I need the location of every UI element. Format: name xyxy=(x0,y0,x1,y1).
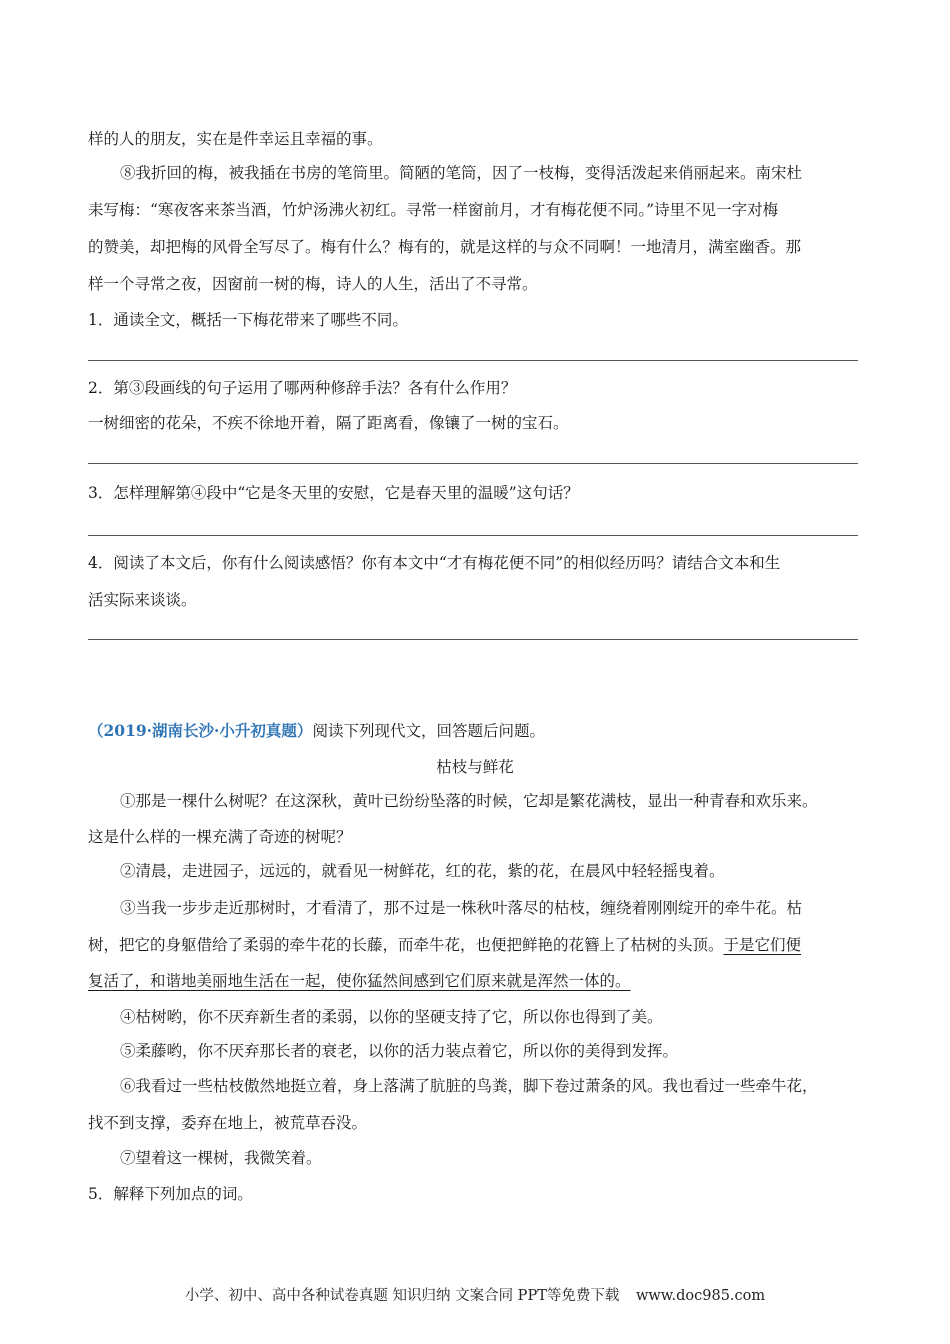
paragraph-6: ⑥我看过一些枯枝傲然地挺立着，身上落满了肮脏的鸟粪，脚下卷过萧条的风。我也看过一些牵牛花， xyxy=(120,1077,818,1095)
paragraph-3-cont xyxy=(88,970,868,992)
paragraph-7: ⑦望着这一棵树，我微笑着。 xyxy=(120,1149,322,1167)
passage-line: 耒写梅：“寒夜客来茶当酒，竹炉汤沸火初红。寻常一样窗前月，才有梅花便不同。”诗里不见一字对梅 xyxy=(88,201,779,219)
question-1: 1．通读全文，概括一下梅花带来了哪些不同。 xyxy=(88,311,408,329)
paragraph-5: ⑤柔藤哟，你不厌弃那长者的衰老，以你的活力装点着它，所以你的美得到发挥。 xyxy=(120,1042,679,1060)
page-footer xyxy=(0,1284,950,1305)
source-line xyxy=(88,720,868,742)
underlined-sentence: 于是它们便 xyxy=(723,936,802,954)
question-3: 3．怎样理解第④段中“它是冬天里的安慰，它是春天里的温暖”这句话？ xyxy=(88,484,579,502)
question-2-quote: 一树细密的花朵，不疾不徐地开着，隔了距离看，像镶了一树的宝石。 xyxy=(88,414,569,432)
answer-line xyxy=(88,639,858,640)
question-2: 2．第③段画线的句子运用了哪两种修辞手法？各有什么作用？ xyxy=(88,379,517,397)
paragraph-1: ①那是一棵什么树呢？在这深秋，黄叶已纷纷坠落的时候，它却是繁花满枝，显出一种青春和欢乐来。 xyxy=(120,792,818,810)
passage-line: 样的人的朋友，实在是件幸运且幸福的事。 xyxy=(88,130,383,148)
instruction: 阅读下列现代文，回答题后问题。 xyxy=(312,722,545,740)
footer-url[interactable]: www.doc985.com xyxy=(635,1288,766,1304)
paragraph-6-cont: 找不到支撑，委弃在地上，被荒草吞没。 xyxy=(88,1114,368,1132)
passage-line: 样一个寻常之夜，因窗前一树的梅，诗人的人生，活出了不寻常。 xyxy=(88,275,538,293)
answer-line xyxy=(88,463,858,464)
passage-title: 枯枝与鲜花 xyxy=(436,758,514,776)
passage-line: 的赞美，却把梅的风骨全写尽了。梅有什么？梅有的，就是这样的与众不同啊！一地清月，满室幽香。那 xyxy=(88,238,802,256)
paragraph-3-cont xyxy=(88,934,868,956)
answer-line xyxy=(88,535,858,536)
answer-line xyxy=(88,360,858,361)
question-4-cont: 活实际来谈谈。 xyxy=(88,591,197,609)
passage-line: ⑧我折回的梅，被我插在书房的笔筒里。简陋的笔筒，因了一枝梅，变得活泼起来俏丽起来。南宋杜 xyxy=(120,164,803,182)
paragraph-1-cont: 这是什么样的一棵充满了奇迹的树呢？ xyxy=(88,828,352,846)
paragraph-3-text: 树，把它的身躯借给了柔弱的牵牛花的长藤，而牵牛花，也便把鲜艳的花簪上了枯树的头顶。 xyxy=(88,936,724,954)
footer-text: 小学、初中、高中各种试卷真题 知识归纳 文案合同 PPT等免费下载 xyxy=(184,1288,620,1304)
underlined-sentence: 复活了，和谐地美丽地生活在一起，使你猛然间感到它们原来就是浑然一体的。 xyxy=(88,972,631,990)
paragraph-4: ④枯树哟，你不厌弃新生者的柔弱，以你的坚硬支持了它，所以你也得到了美。 xyxy=(120,1008,663,1026)
question-5: 5．解释下列加点的词。 xyxy=(88,1185,253,1203)
paragraph-3: ③当我一步步走近那树时，才看清了，那不过是一株秋叶落尽的枯枝，缠绕着刚刚绽开的牵牛花。枯 xyxy=(120,899,803,917)
paragraph-2: ②清晨，走进园子，远远的，就看见一树鲜花，红的花，紫的花，在晨风中轻轻摇曳着。 xyxy=(120,862,725,880)
question-4: 4．阅读了本文后，你有什么阅读感悟？你有本文中“才有梅花便不同”的相似经历吗？请结合文本和生 xyxy=(88,554,781,572)
source-tag: （2019·湖南长沙·小升初真题） xyxy=(88,721,313,740)
